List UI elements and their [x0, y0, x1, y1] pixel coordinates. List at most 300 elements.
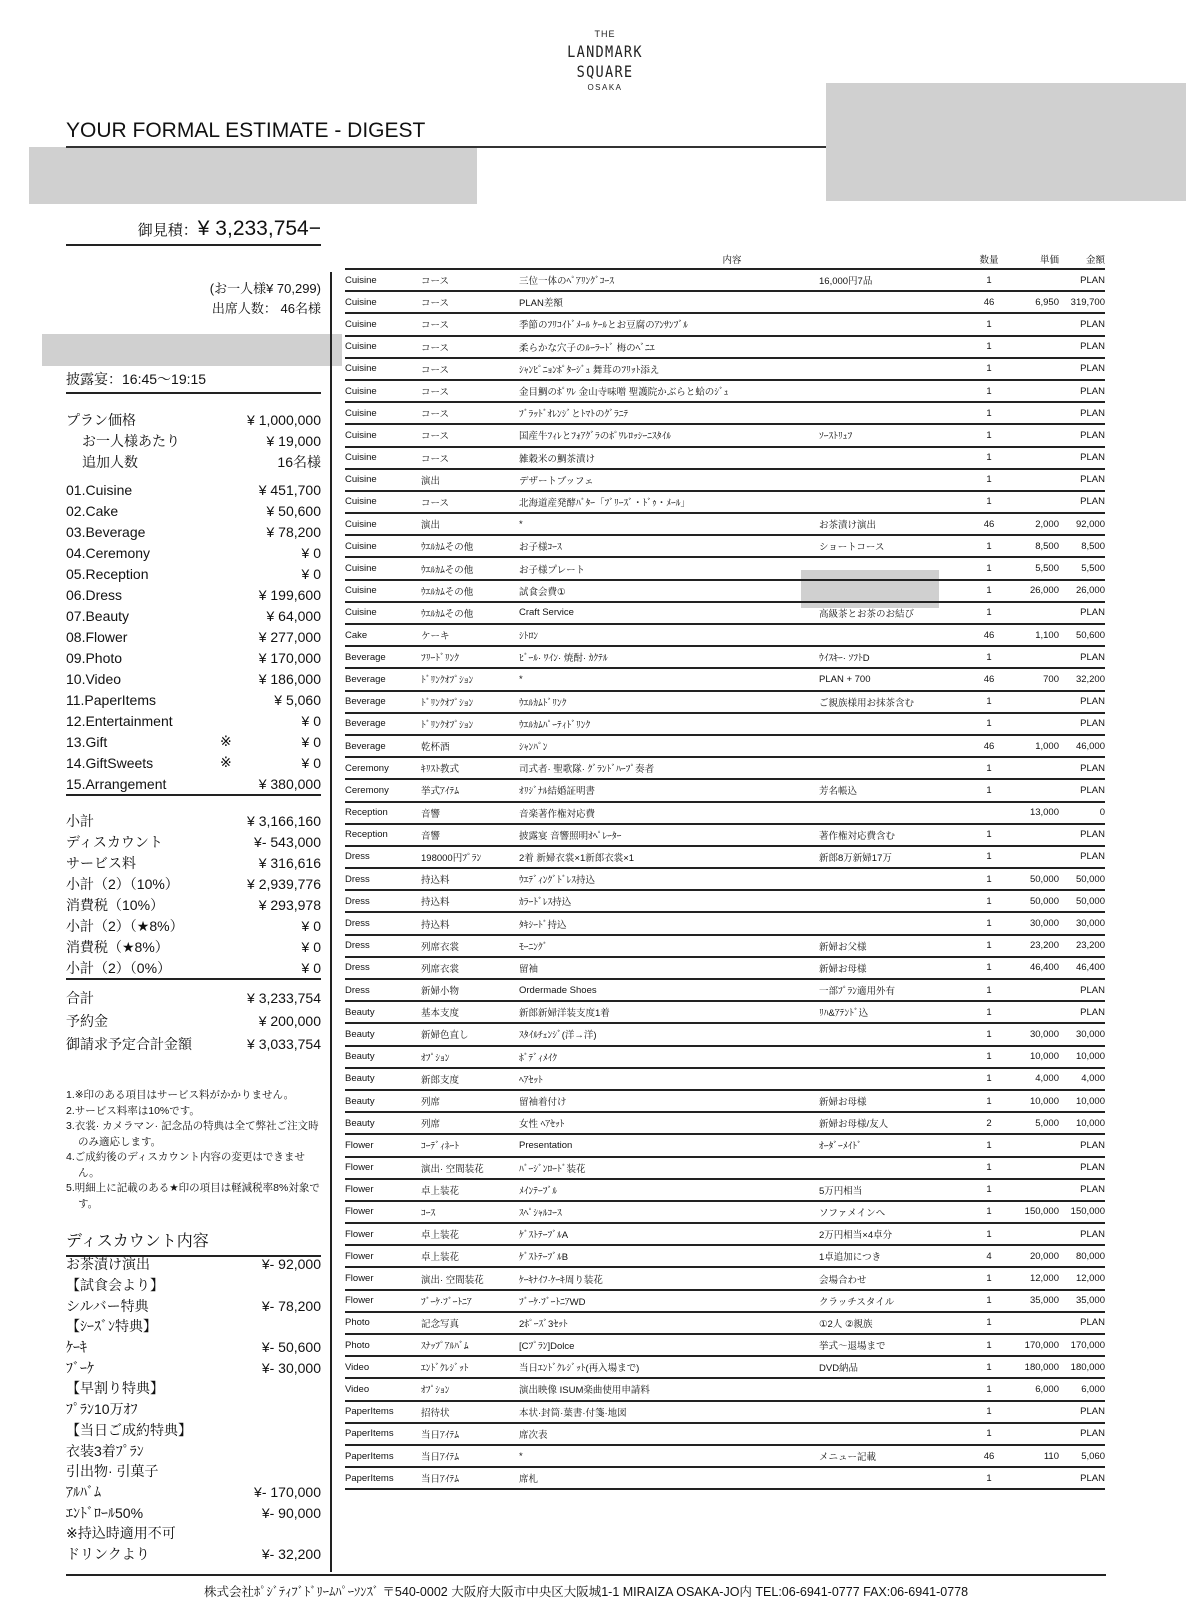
cell-type: ｳｴﾙｶﾑその他: [421, 542, 474, 554]
cell-item: 演出映像 ISUM楽曲使用申請料: [519, 1385, 650, 1397]
category-label: 14.GiftSweets: [66, 754, 154, 771]
category-value: ¥ 0: [301, 733, 321, 750]
category-row: [66, 773, 321, 796]
category-value: ¥ 451,700: [258, 481, 321, 498]
cell-item: 北海道産発酵ﾊﾞﾀｰ「ﾌﾞﾘｰｽﾞ・ﾄﾞｩ・ﾒｰﾙ」: [519, 497, 691, 509]
cell-item: デザートブッフェ: [519, 475, 594, 487]
cell-qty: 1: [986, 540, 992, 552]
logo-landmark: LANDMARK: [567, 42, 643, 61]
category-value: ¥ 0: [301, 712, 321, 729]
cell-amount: 50,000: [1075, 873, 1105, 885]
category-label: 05.Reception: [66, 565, 149, 582]
table-row: [345, 758, 1105, 780]
cell-amount: PLAN: [1080, 1184, 1105, 1196]
cell-category: Flower: [345, 1184, 374, 1196]
cell-qty: 1: [986, 1472, 992, 1484]
total-value: ¥ 3,233,754: [247, 989, 321, 1006]
discount-value: ¥- 90,000: [261, 1504, 321, 1521]
table-row: [345, 1202, 1105, 1224]
cell-amount: 23,200: [1075, 940, 1105, 952]
cell-unit-price: 8,500: [1035, 540, 1059, 552]
cell-item: ｳｴﾃﾞｨﾝｸﾞﾄﾞﾚｽ持込: [519, 875, 596, 887]
total-summary: [66, 986, 321, 1055]
category-value: ¥ 50,600: [266, 502, 321, 519]
cell-unit-price: 12,000: [1029, 1273, 1059, 1285]
category-row: [66, 668, 321, 689]
cell-type: ｵﾌﾟｼｮﾝ: [421, 1052, 450, 1064]
table-row: [345, 913, 1105, 935]
cell-qty: 1: [986, 962, 992, 974]
table-row: [345, 381, 1105, 403]
cell-category: Ceremony: [345, 762, 389, 774]
category-value: ¥ 277,000: [258, 628, 321, 645]
cell-qty: 2: [986, 1117, 992, 1129]
cell-item: 当日ｴﾝﾄﾞｸﾚｼﾞｯﾄ(再入場まで): [519, 1363, 640, 1375]
discount-value: ¥- 78,200: [261, 1297, 321, 1314]
table-row: [345, 714, 1105, 736]
total-label: 御請求予定合計金額: [66, 1035, 192, 1052]
cell-unit-price: 6,000: [1035, 1383, 1059, 1395]
cell-amount: 6,000: [1081, 1383, 1105, 1395]
cell-item: ｶﾗｰﾄﾞﾚｽ持込: [519, 897, 572, 909]
cell-item: 本状·封筒·葉書·付箋·地図: [519, 1407, 627, 1419]
cell-amount: PLAN: [1080, 318, 1105, 330]
cell-type: 卓上装花: [421, 1230, 460, 1242]
cell-amount: 26,000: [1075, 585, 1105, 597]
discount-row: [66, 1482, 321, 1503]
cell-type: コース: [421, 497, 450, 509]
cell-amount: 35,000: [1075, 1295, 1105, 1307]
cell-type: ｳｴﾙｶﾑその他: [421, 608, 474, 620]
cell-type: ｺｰｽ: [421, 1207, 436, 1219]
cell-note: ソファメインへ: [819, 1207, 886, 1219]
cell-qty: 1: [986, 1051, 992, 1063]
cell-note: 1卓追加につき: [819, 1252, 882, 1264]
discount-label: 【早割り特典】: [66, 1380, 164, 1397]
cell-amount: PLAN: [1080, 762, 1105, 774]
cell-item: お子様ｺｰｽ: [519, 542, 562, 554]
cell-type: コース: [421, 387, 450, 399]
cell-unit-price: 110: [1043, 1450, 1059, 1462]
cell-qty: 1: [986, 829, 992, 841]
cell-item: ﾎﾞﾃﾞｨﾒｲｸ: [519, 1052, 558, 1064]
subtotal-row: [66, 852, 321, 873]
cell-type: ｳｴﾙｶﾑその他: [421, 564, 474, 576]
category-row: [66, 752, 321, 773]
cell-category: Dress: [345, 851, 370, 863]
cell-unit-price: 4,000: [1035, 1073, 1059, 1085]
cell-item: 国産牛ﾌｨﾚとﾌｫｱｸﾞﾗのﾎﾟﾜﾚﾛｯｼｰﾆｽﾀｲﾙ: [519, 431, 672, 443]
cell-qty: 4: [986, 1250, 992, 1262]
cell-type: ﾄﾞﾘﾝｸｵﾌﾟｼｮﾝ: [421, 697, 474, 709]
cell-category: Beverage: [345, 696, 386, 708]
cell-note: 会場合わせ: [819, 1274, 867, 1286]
discount-value: ¥- 50,600: [261, 1339, 321, 1356]
total-value: ¥ 3,033,754: [247, 1035, 321, 1052]
column-divider: [330, 272, 332, 1572]
cell-type: 当日ｱｲﾃﾑ: [421, 1452, 460, 1464]
cell-item: 席次表: [519, 1429, 548, 1441]
cell-amount: PLAN: [1080, 1139, 1105, 1151]
cell-qty: 1: [986, 940, 992, 952]
category-value: ¥ 5,060: [274, 691, 321, 708]
discount-label: シルバー特典: [66, 1297, 149, 1314]
cell-type: 新郎支度: [421, 1074, 460, 1086]
table-row: [345, 470, 1105, 492]
cell-category: Flower: [345, 1250, 374, 1262]
cell-type: 演出· 空間装花: [421, 1163, 484, 1175]
category-label: 09.Photo: [66, 649, 123, 666]
cell-note: ﾘﾊ&ｱﾃﾝﾄﾞ込: [819, 1008, 869, 1020]
redacted-block-top-right: [826, 83, 1186, 201]
discount-row: [66, 1461, 321, 1482]
cell-qty: 1: [986, 385, 992, 397]
table-row: [345, 448, 1105, 470]
cell-item: ｼｬﾝﾋﾟﾆｮﾝﾎﾟﾀｰｼﾞｭ 舞茸のﾌﾘｯﾄ添え: [519, 364, 660, 376]
table-row: [345, 492, 1105, 514]
total-row: [66, 1009, 321, 1032]
cell-type: コース: [421, 298, 450, 310]
table-row: [345, 869, 1105, 891]
header-unit-price: 単価: [1039, 255, 1059, 266]
discount-label: 【ｼｰｽﾞﾝ特典】: [66, 1318, 157, 1335]
cell-item: Presentation: [519, 1139, 573, 1151]
cell-item: 留袖着付け: [519, 1097, 567, 1109]
cell-type: ケーキ: [421, 631, 450, 643]
cell-category: Dress: [345, 962, 370, 974]
venue-logo: [500, 30, 710, 92]
cell-category: Beauty: [345, 1051, 375, 1063]
cell-amount: 50,600: [1075, 629, 1105, 641]
cell-item: 司式者· 聖歌隊· ｸﾞﾗﾝﾄﾞﾊｰﾌﾟ奏者: [519, 764, 655, 776]
cell-unit-price: 150,000: [1024, 1206, 1059, 1218]
table-row: [345, 1268, 1105, 1290]
cell-unit-price: 5,000: [1035, 1117, 1059, 1129]
total-row: [66, 1032, 321, 1055]
cell-item: 新郎新婦洋装支度1着: [519, 1008, 610, 1020]
cell-unit-price: 1,100: [1035, 629, 1059, 641]
category-value: ¥ 186,000: [258, 670, 321, 687]
discount-row: [66, 1337, 321, 1358]
cell-unit-price: 30,000: [1029, 1028, 1059, 1040]
cell-type: 卓上装花: [421, 1185, 460, 1197]
subtotal-value: ¥ 0: [301, 959, 321, 976]
table-row: [345, 558, 1105, 580]
table-row: [345, 1113, 1105, 1135]
table-row: [345, 1024, 1105, 1046]
category-label: 08.Flower: [66, 628, 128, 645]
no-service-fee-mark: ※: [220, 733, 232, 749]
table-row: [345, 1468, 1105, 1490]
table-row: [345, 1335, 1105, 1357]
cell-qty: 1: [986, 452, 992, 464]
cell-qty: 1: [986, 474, 992, 486]
cell-unit-price: 1,000: [1035, 740, 1059, 752]
cell-category: Beauty: [345, 1028, 375, 1040]
category-row: [66, 731, 321, 752]
cell-item: ｳｴﾙｶﾑﾄﾞﾘﾝｸ: [519, 697, 567, 709]
cell-qty: 46: [983, 629, 995, 641]
cell-qty: 1: [986, 1273, 992, 1285]
table-row: [345, 891, 1105, 913]
cell-item: *: [519, 1450, 523, 1462]
cell-note: PLAN + 700: [819, 673, 871, 685]
cell-amount: PLAN: [1080, 984, 1105, 996]
notes: [66, 1088, 321, 1212]
cell-unit-price: 180,000: [1024, 1361, 1059, 1373]
cell-unit-price: 20,000: [1029, 1250, 1059, 1262]
category-label: 06.Dress: [66, 586, 123, 603]
cell-category: Dress: [345, 895, 370, 907]
estimate-value: ¥ 3,233,754−: [197, 217, 321, 240]
cell-qty: 1: [986, 895, 992, 907]
cell-amount: PLAN: [1080, 274, 1105, 286]
cell-type: 持込料: [421, 919, 450, 931]
category-row: [66, 500, 321, 521]
table-row: [345, 803, 1105, 825]
table-row: [345, 1002, 1105, 1024]
cell-amount: 46,000: [1075, 740, 1105, 752]
logo-city: OSAKA: [587, 83, 623, 92]
cell-amount: PLAN: [1080, 474, 1105, 486]
discount-label: ﾌﾞｰｹ: [66, 1359, 94, 1376]
cell-category: Flower: [345, 1228, 374, 1240]
table-row: [345, 1158, 1105, 1180]
cell-category: Cuisine: [345, 363, 377, 375]
cell-item: Craft Service: [519, 607, 574, 619]
cell-category: Beauty: [345, 1006, 375, 1018]
cell-note: 高級茶とお茶のお結び: [819, 608, 915, 620]
cell-type: コース: [421, 453, 450, 465]
category-label: 02.Cake: [66, 502, 119, 519]
category-row: [66, 647, 321, 668]
cell-unit-price: 50,000: [1029, 895, 1059, 907]
cell-qty: 1: [986, 1073, 992, 1085]
cell-type: 挙式ｱｲﾃﾑ: [421, 786, 460, 798]
category-value: ¥ 0: [301, 754, 321, 771]
cell-note: 新婦お母様: [819, 1097, 867, 1109]
discount-label: お茶漬け演出: [66, 1256, 150, 1273]
subtotal-value: ¥ 0: [301, 917, 321, 934]
discount-row: [66, 1275, 321, 1296]
redacted-block-left: [42, 334, 342, 366]
plan-row: [66, 430, 321, 451]
cell-category: Ceremony: [345, 784, 389, 796]
cell-category: Cuisine: [345, 318, 377, 330]
cell-amount: 32,200: [1075, 673, 1105, 685]
cell-note: DVD納品: [819, 1363, 859, 1375]
subtotal-row: [66, 810, 321, 831]
table-row: [345, 1379, 1105, 1401]
table-row: [345, 1291, 1105, 1313]
cell-item: 柔らかな穴子のﾙｰﾗｰﾄﾞ 梅のﾍﾞﾆｴ: [519, 342, 655, 354]
cell-amount: PLAN: [1080, 341, 1105, 353]
cell-type: ｴﾝﾄﾞｸﾚｼﾞｯﾄ: [421, 1363, 469, 1375]
cell-item: 試食会費①: [519, 586, 566, 598]
cell-item: ﾋﾞｰﾙ· ﾜｲﾝ· 焼酎· ｶｸﾃﾙ: [519, 653, 608, 665]
cell-unit-price: 700: [1043, 673, 1059, 685]
table-row: [345, 1180, 1105, 1202]
cell-qty: 46: [983, 740, 995, 752]
estimate-detail-table: [345, 250, 1105, 1490]
cell-item: 2着 新婦衣裳×1新郎衣裳×1: [519, 852, 635, 864]
cell-type: 当日ｱｲﾃﾑ: [421, 1429, 460, 1441]
table-row: [345, 780, 1105, 802]
total-label: 予約金: [66, 1012, 108, 1029]
cell-qty: 1: [986, 274, 992, 286]
table-body: [345, 270, 1105, 1490]
category-row: [66, 605, 321, 626]
cell-amount: 5,060: [1081, 1450, 1105, 1462]
cell-item: ﾌﾞｰｹ·ﾌﾞｰﾄﾆｱWD: [519, 1296, 586, 1308]
cell-amount: 180,000: [1070, 1361, 1105, 1373]
cell-category: Beauty: [345, 1095, 375, 1107]
cell-amount: 5,500: [1081, 563, 1105, 575]
cell-qty: 1: [986, 1383, 992, 1395]
discount-list: [66, 1254, 321, 1564]
note-item: 5.明細上に記載のある★印の項目は軽減税率8%対象です。: [66, 1182, 320, 1210]
cell-category: PaperItems: [345, 1472, 394, 1484]
plan-value: ¥ 1,000,000: [247, 411, 321, 428]
cell-amount: PLAN: [1080, 651, 1105, 663]
cell-qty: 1: [986, 341, 992, 353]
table-row: [345, 625, 1105, 647]
cell-note: 新婦お父様: [819, 941, 867, 953]
cell-unit-price: 10,000: [1029, 1051, 1059, 1063]
cell-amount: PLAN: [1080, 696, 1105, 708]
plan-label: 追加人数: [82, 453, 138, 470]
plan-label: プラン価格: [66, 411, 136, 428]
cell-amount: PLAN: [1080, 718, 1105, 730]
cell-type: コース: [421, 409, 450, 421]
cell-note: メニュー記載: [819, 1452, 877, 1464]
subtotal-row: [66, 936, 321, 957]
category-value: ¥ 170,000: [258, 649, 321, 666]
table-row: [345, 936, 1105, 958]
cell-category: Photo: [345, 1339, 370, 1351]
total-value: ¥ 200,000: [258, 1012, 321, 1029]
cell-type: ﾌﾘｰﾄﾞﾘﾝｸ: [421, 653, 460, 665]
cell-amount: 10,000: [1075, 1051, 1105, 1063]
cell-category: Flower: [345, 1273, 374, 1285]
table-row: [345, 669, 1105, 691]
plan-value: ¥ 19,000: [266, 432, 321, 449]
cell-type: ｳｴﾙｶﾑその他: [421, 586, 474, 598]
cell-item: *: [519, 518, 523, 530]
category-label: 04.Ceremony: [66, 544, 151, 561]
table-row: [345, 958, 1105, 980]
cell-type: ｺｰﾃﾞｨﾈｰﾄ: [421, 1141, 460, 1153]
cell-type: 演出· 空間装花: [421, 1274, 484, 1286]
cell-type: コース: [421, 364, 450, 376]
subtotal-label: 小計（2）（★8%）: [66, 917, 184, 934]
logo-the: THE: [594, 29, 616, 39]
category-row: [66, 689, 321, 710]
cell-qty: 1: [986, 429, 992, 441]
cell-qty: 1: [986, 1406, 992, 1418]
subtotal-row: [66, 957, 321, 980]
cell-type: ｷﾘｽﾄ教式: [421, 764, 460, 776]
note-item: 3.衣裳· カメラマン· 記念品の特典は全て弊社ご注文時のみ適応します。: [66, 1120, 319, 1148]
cell-unit-price: 30,000: [1029, 918, 1059, 930]
cell-item: ｽﾀｲﾙﾁｪﾝｼﾞ(洋→洋): [519, 1030, 597, 1042]
per-person-price: (お一人様¥ 70,299): [209, 281, 321, 296]
subtotal-value: ¥ 3,166,160: [247, 812, 321, 829]
cell-item: ﾌﾞﾗｯﾄﾞｵﾚﾝｼﾞとﾄﾏﾄのｸﾞﾗﾆﾃ: [519, 409, 629, 421]
cell-type: 列席衣裳: [421, 941, 460, 953]
cell-category: Flower: [345, 1139, 374, 1151]
cell-type: 列席衣裳: [421, 963, 460, 975]
cell-type: 当日ｱｲﾃﾑ: [421, 1474, 460, 1486]
cell-qty: 46: [983, 518, 995, 530]
subtotal-value: ¥ 316,616: [258, 854, 321, 871]
table-row: [345, 359, 1105, 381]
cell-unit-price: 23,200: [1029, 940, 1059, 952]
cell-qty: 1: [986, 407, 992, 419]
discount-label: ドリンクより: [66, 1545, 150, 1562]
cell-amount: 150,000: [1070, 1206, 1105, 1218]
cell-amount: PLAN: [1080, 407, 1105, 419]
page-title: YOUR FORMAL ESTIMATE - DIGEST: [66, 119, 426, 142]
cell-item: お子様プレート: [519, 564, 586, 576]
cell-item: 女性 ﾍｱｾｯﾄ: [519, 1119, 565, 1131]
cell-category: Cuisine: [345, 518, 377, 530]
table-row: [345, 847, 1105, 869]
cell-type: 列席: [421, 1097, 441, 1109]
subtotal-row: [66, 831, 321, 852]
table-row: [345, 692, 1105, 714]
cell-item: 季節のﾌﾘｺｲﾄﾞﾒｰﾙ ｹｰﾙとお豆腐のｱﾝｻﾝﾌﾞﾙ: [519, 320, 688, 332]
cell-item: ﾊﾞｰｼﾞﾝﾛｰﾄﾞ装花: [519, 1163, 586, 1175]
cell-category: Beverage: [345, 673, 386, 685]
company-footer: 株式会社ﾎﾟｼﾞﾃｨﾌﾞﾄﾞﾘｰﾑﾊﾟｰｿﾝｽﾞ 〒540-0002 大阪府大阪市中央区大阪城1-1 MIRAIZA OSAKA-JO内 TEL:06-6941-0777 FAX:06-6941-0778: [203, 1585, 969, 1599]
cell-item: 金目鯛のﾎﾟﾜﾚ 金山寺味噌 聖護院かぶらと蛤のｼﾞｭ: [519, 387, 729, 399]
cell-type: 音響: [421, 830, 441, 842]
cell-qty: 46: [983, 673, 995, 685]
cell-amount: 12,000: [1075, 1273, 1105, 1285]
cell-category: Cuisine: [345, 385, 377, 397]
cell-qty: 1: [986, 1095, 992, 1107]
discount-row: [66, 1420, 321, 1441]
cell-qty: 1: [986, 1228, 992, 1240]
no-service-fee-mark: ※: [220, 754, 232, 770]
cell-amount: PLAN: [1080, 429, 1105, 441]
discount-label: 衣装3着ﾌﾟﾗﾝ: [66, 1442, 144, 1459]
cell-type: 持込料: [421, 875, 450, 887]
category-row: [66, 542, 321, 563]
table-row: [345, 736, 1105, 758]
cell-amount: PLAN: [1080, 1162, 1105, 1174]
cell-amount: PLAN: [1080, 1228, 1105, 1240]
cell-amount: 80,000: [1075, 1250, 1105, 1262]
table-row: [345, 603, 1105, 625]
header-qty: 数量: [979, 255, 999, 266]
cell-category: Beverage: [345, 651, 386, 663]
cell-qty: 1: [986, 496, 992, 508]
cell-amount: 10,000: [1075, 1117, 1105, 1129]
discount-label: ｱﾙﾊﾞﾑ: [66, 1483, 101, 1500]
plan-row: [66, 451, 321, 472]
table-row: [345, 1047, 1105, 1069]
cell-amount: PLAN: [1080, 452, 1105, 464]
header-content: 内容: [722, 255, 742, 266]
cell-category: Cuisine: [345, 296, 377, 308]
cell-note: 新郎8万新婦17万: [819, 852, 892, 864]
cell-amount: 8,500: [1081, 540, 1105, 552]
cell-amount: PLAN: [1080, 784, 1105, 796]
category-row: [66, 479, 321, 500]
category-row: [66, 584, 321, 605]
